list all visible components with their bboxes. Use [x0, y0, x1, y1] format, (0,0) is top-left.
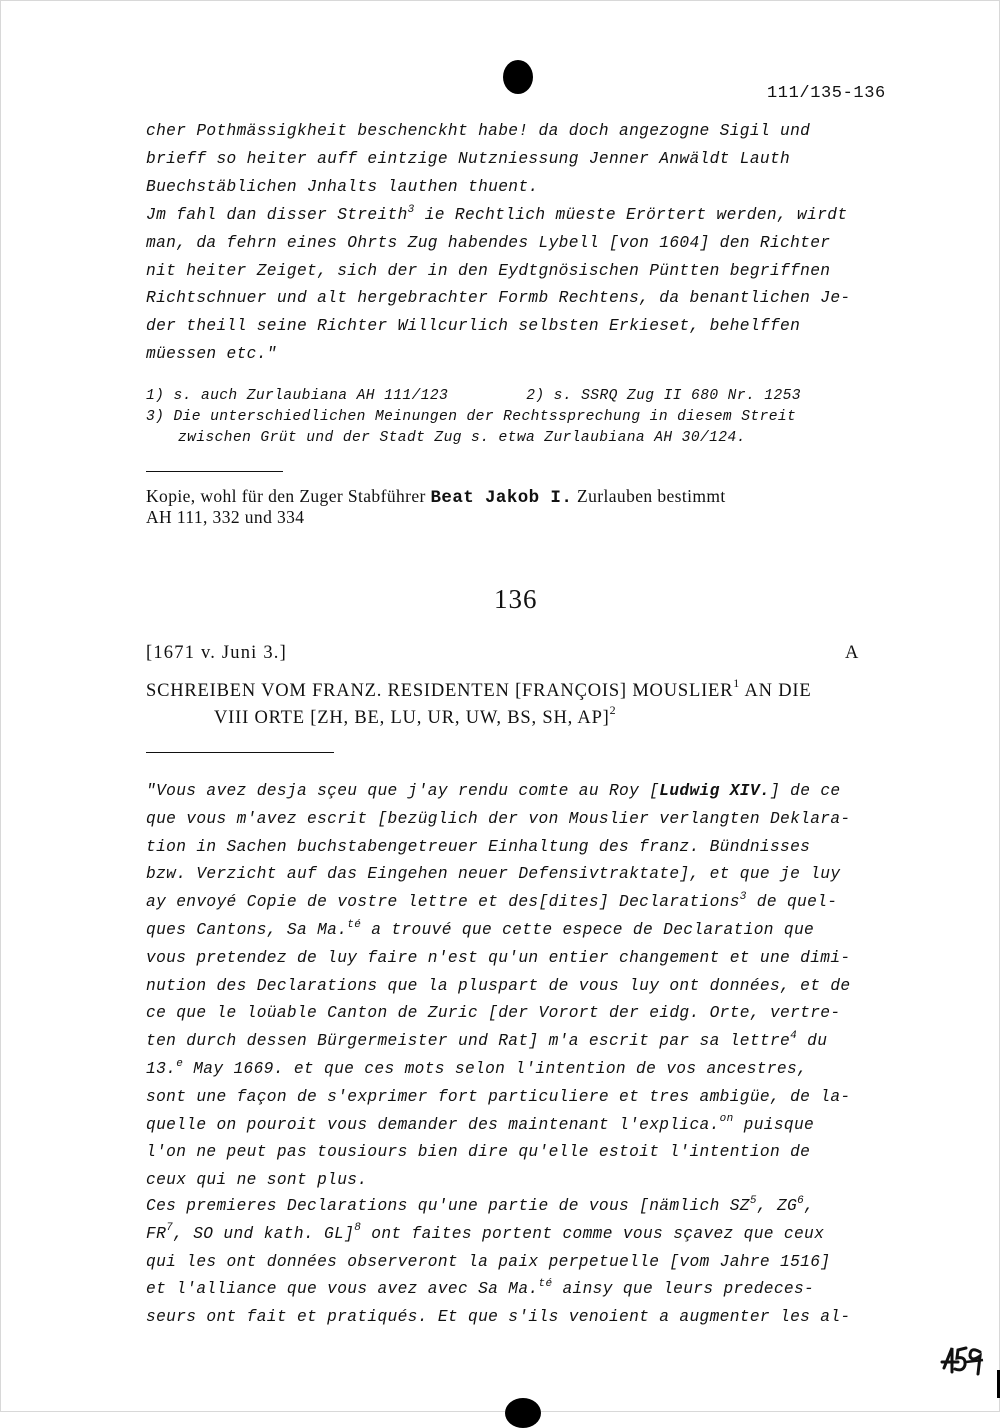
footnote-mark: 5	[749, 1194, 757, 1207]
quote-line-2: brieff so heiter auff eintzige Nutzniessung Jenner Anwäldt Lauth	[146, 149, 791, 168]
superscript-abbrev: on	[719, 1113, 734, 1126]
page-reference: 111/135-136	[767, 84, 886, 103]
footnote-mark: 4	[790, 1029, 798, 1042]
footnote-mark: 7	[166, 1222, 174, 1235]
footnote-3: 3) Die unterschiedlichen Meinungen der Rechtssprechung in diesem Streit	[146, 409, 797, 425]
source-note-text: Zurlauben bestimmt	[572, 486, 726, 506]
quote-text: Jm fahl dan disser Streith	[146, 206, 408, 224]
heading-text: SCHREIBEN VOM FRANZ. RESIDENTEN [FRANÇOIS] MOUSLIER	[146, 681, 734, 701]
letter-text: , ZG	[756, 1197, 798, 1215]
source-note-text: Kopie, wohl für den Zuger Stabführer	[146, 486, 431, 506]
footnote-mark: 1	[733, 675, 741, 690]
letter-text: ] de ce que vous m'avez escrit [bezüglich der von Mouslier verlangten Deklara- tion in Sachen buchstabengetreuer Einhaltung des franz. Bündnisses bzw. Verzicht auf das Eingehen neuer Defensivtraktate], et que je luy ay envoyé Copie de vostre lettre et des[dites] Declarations	[146, 782, 851, 912]
letter-body-paragraph-1	[146, 778, 906, 1195]
quote-continuation	[146, 118, 906, 201]
footnote-line	[146, 386, 906, 407]
letter-text: , SO und kath. GL]	[173, 1224, 355, 1243]
letter-text: Ces premieres Declarations qu'une partie de vous [nämlich SZ	[146, 1197, 750, 1215]
person-name: Ludwig XIV.	[659, 782, 770, 800]
footnote-mark: 3	[407, 203, 415, 216]
footnote-1: 1) s. auch Zurlaubiana AH 111/123	[146, 388, 449, 404]
superscript-abbrev: e	[176, 1057, 184, 1070]
footnote-mark: 6	[797, 1194, 805, 1207]
letter-body-paragraph-2	[146, 1193, 906, 1332]
document-grade: A	[845, 643, 859, 663]
footnote-mark: 2	[609, 702, 617, 717]
separator-rule	[146, 752, 334, 753]
letter-text: ainsy que leurs predeces- seurs ont fait et pratiqués. Et que s'ils venoient a augmenter les al-	[146, 1280, 851, 1327]
document-date: [1671 v. Juni 3.]	[146, 643, 287, 663]
letter-text: ont faites portent comme vous sçavez que ceux qui les ont données observeront la paix perpetuelle [vom Jahre 1516] et l'alliance que vous avez avec Sa Ma.	[146, 1224, 831, 1299]
quote-line-3: Buechstäblichen Jnhalts lauthen thuent.	[146, 177, 539, 196]
letter-text: du 13.	[146, 1032, 828, 1078]
superscript-abbrev: té	[538, 1278, 553, 1290]
punch-hole-mark	[503, 60, 533, 94]
footnote-mark: 8	[354, 1222, 362, 1235]
heading-text: AN DIE	[740, 681, 812, 701]
source-note-line-2: AH 111, 332 und 334	[146, 507, 305, 527]
footnote-mark: 3	[739, 890, 747, 903]
quote-line-1: cher Pothmässigkheit beschenckht habe! da doch angezogne Sigil und	[146, 122, 811, 140]
quote-paragraph-2	[146, 202, 906, 369]
heading-text: VIII ORTE [ZH, BE, LU, UR, UW, BS, SH, AP]	[214, 708, 610, 728]
letter-text: puisque l'on ne peut pas tousiours bien dire qu'elle estoit l'intention de ceux qui ne sont plus.	[146, 1115, 815, 1190]
letter-text: de quel- ques Cantons, Sa Ma.	[146, 893, 838, 939]
handwritten-folio-mark	[940, 1338, 984, 1378]
letter-text: a trouvé que cette espece de Declaration que vous pretendez de luy faire n'est qu'un entier changement et une dimi- nution des Declarations que la pluspart de vous luy ont données, et de ce que le loüable Canton de Zuric [der Vorort der eidg. Orte, vertre- ten durch dessen Bürgermeister und Rat] m'a escrit par sa lettre	[146, 920, 851, 1051]
letter-text: , FR	[146, 1197, 815, 1243]
footnote-2: 2) s. SSRQ Zug II 680 Nr. 1253	[526, 388, 801, 404]
person-name: Beat Jakob I.	[430, 488, 573, 508]
footnote-3-continuation: zwischen Grüt und der Stadt Zug s. etwa Zurlaubiana AH 30/124.	[178, 430, 746, 446]
document-heading	[146, 675, 906, 732]
punch-hole-mark	[505, 1398, 541, 1428]
quote-text: ie Rechtlich müeste Erörtert werden, wirdt man, da fehrn eines Ohrts Zug habendes Lybell [von 1604] den Richter nit heiter Zeiget, sich der in den Eydtgnösischen Püntten begriffnen Richtschnuer und alt hergebrachter Formb Rechtens, da benantlichen Je- der theill seine Richter Willcurlich selbsten Erkieset, behelffen müessen etc."	[146, 206, 851, 363]
letter-text: May 1669. et que ces mots selon l'intention de vos ancestres, sont une façon de s'exprimer fort particuliere et tres ambigüe, de la- quelle on pouroit vous demander des maintenant l'explica.	[146, 1059, 851, 1134]
source-note	[146, 486, 726, 508]
superscript-abbrev: té	[347, 918, 362, 931]
letter-text: "Vous avez desja sçeu que j'ay rendu comte au Roy [	[146, 782, 660, 800]
document-number: 136	[494, 584, 538, 614]
separator-rule	[146, 471, 283, 472]
